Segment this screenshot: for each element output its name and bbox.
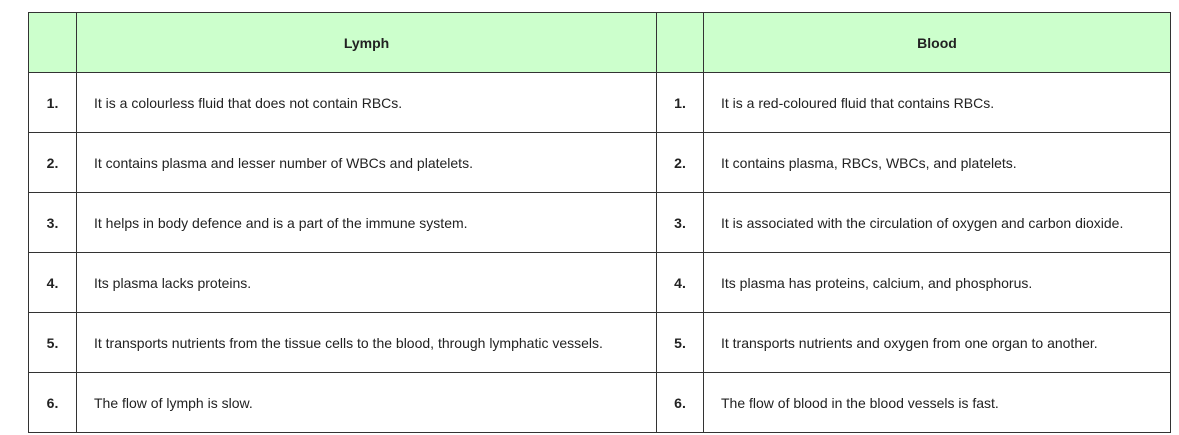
row-number-blood: 6.: [657, 373, 704, 433]
row-number-blood: 5.: [657, 313, 704, 373]
blood-cell: It is associated with the circulation of oxygen and carbon dioxide.: [704, 193, 1171, 253]
table-row: [29, 193, 1171, 253]
header-lymph: Lymph: [77, 13, 657, 73]
row-number-lymph: 5.: [29, 313, 77, 373]
header-blood: Blood: [704, 13, 1171, 73]
lymph-cell: Its plasma lacks proteins.: [77, 253, 657, 313]
lymph-cell: The flow of lymph is slow.: [77, 373, 657, 433]
table-row: [29, 373, 1171, 433]
row-number-lymph: 2.: [29, 133, 77, 193]
table-row: [29, 313, 1171, 373]
row-number-lymph: 4.: [29, 253, 77, 313]
row-number-blood: 2.: [657, 133, 704, 193]
table-row: [29, 73, 1171, 133]
table-row: [29, 133, 1171, 193]
blood-cell: It is a red-coloured fluid that contains RBCs.: [704, 73, 1171, 133]
lymph-cell: It transports nutrients from the tissue cells to the blood, through lymphatic vessels.: [77, 313, 657, 373]
blood-cell: The flow of blood in the blood vessels is fast.: [704, 373, 1171, 433]
lymph-cell: It is a colourless fluid that does not contain RBCs.: [77, 73, 657, 133]
table-header-row: [29, 13, 1171, 73]
blood-cell: It contains plasma, RBCs, WBCs, and platelets.: [704, 133, 1171, 193]
header-num-cell-right: [657, 13, 704, 73]
lymph-blood-comparison-table: [28, 12, 1171, 433]
row-number-blood: 3.: [657, 193, 704, 253]
table-row: [29, 253, 1171, 313]
row-number-lymph: 3.: [29, 193, 77, 253]
lymph-cell: It contains plasma and lesser number of WBCs and platelets.: [77, 133, 657, 193]
blood-cell: Its plasma has proteins, calcium, and phosphorus.: [704, 253, 1171, 313]
blood-cell: It transports nutrients and oxygen from one organ to another.: [704, 313, 1171, 373]
row-number-blood: 4.: [657, 253, 704, 313]
header-num-cell-left: [29, 13, 77, 73]
lymph-cell: It helps in body defence and is a part of the immune system.: [77, 193, 657, 253]
row-number-lymph: 6.: [29, 373, 77, 433]
row-number-lymph: 1.: [29, 73, 77, 133]
row-number-blood: 1.: [657, 73, 704, 133]
